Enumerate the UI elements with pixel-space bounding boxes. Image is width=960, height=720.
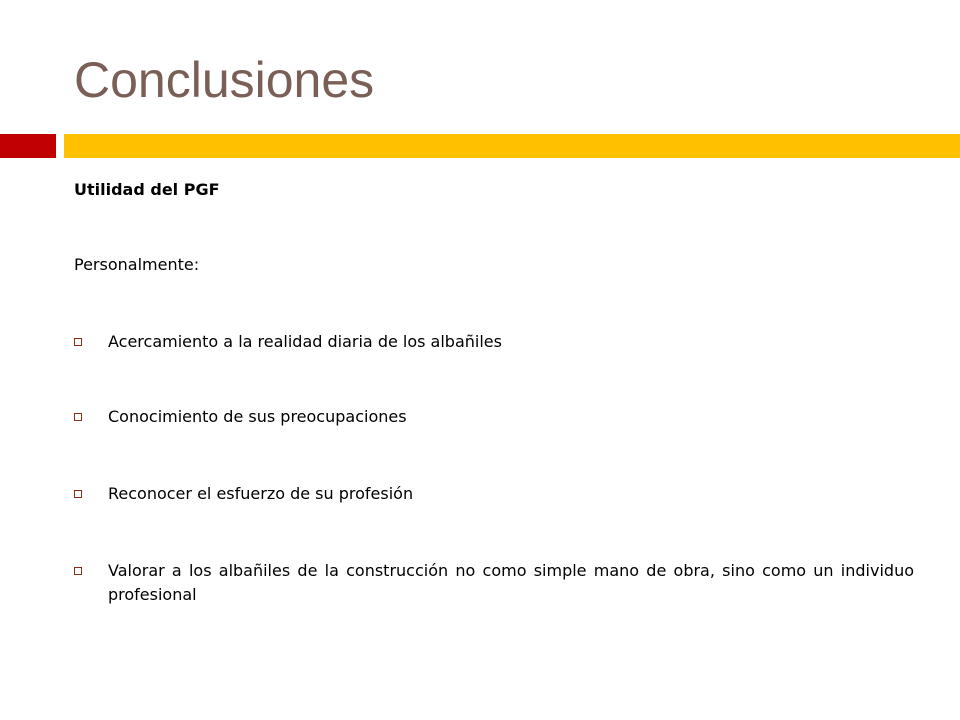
slide-title: Conclusiones: [74, 52, 375, 108]
bullet-item: [74, 405, 914, 429]
bullet-text: Conocimiento de sus preocupaciones: [108, 407, 407, 426]
accent-bar-left: [0, 134, 56, 158]
intro-text: Personalmente:: [74, 255, 200, 274]
section-subheading: Utilidad del PGF: [74, 180, 220, 199]
square-bullet-icon: [74, 413, 82, 421]
bullet-text: Acercamiento a la realidad diaria de los albañiles: [108, 332, 502, 351]
square-bullet-icon: [74, 567, 82, 575]
slide-content: [74, 0, 914, 720]
bullet-item: [74, 482, 914, 506]
bullet-text: Reconocer el esfuerzo de su profesión: [108, 484, 414, 503]
square-bullet-icon: [74, 490, 82, 498]
bullet-item: [74, 559, 914, 607]
bullet-item: [74, 330, 914, 354]
square-bullet-icon: [74, 338, 82, 346]
bullet-text: Valorar a los albañiles de la construcción no como simple mano de obra, sino como un individuo profesional: [108, 561, 914, 604]
